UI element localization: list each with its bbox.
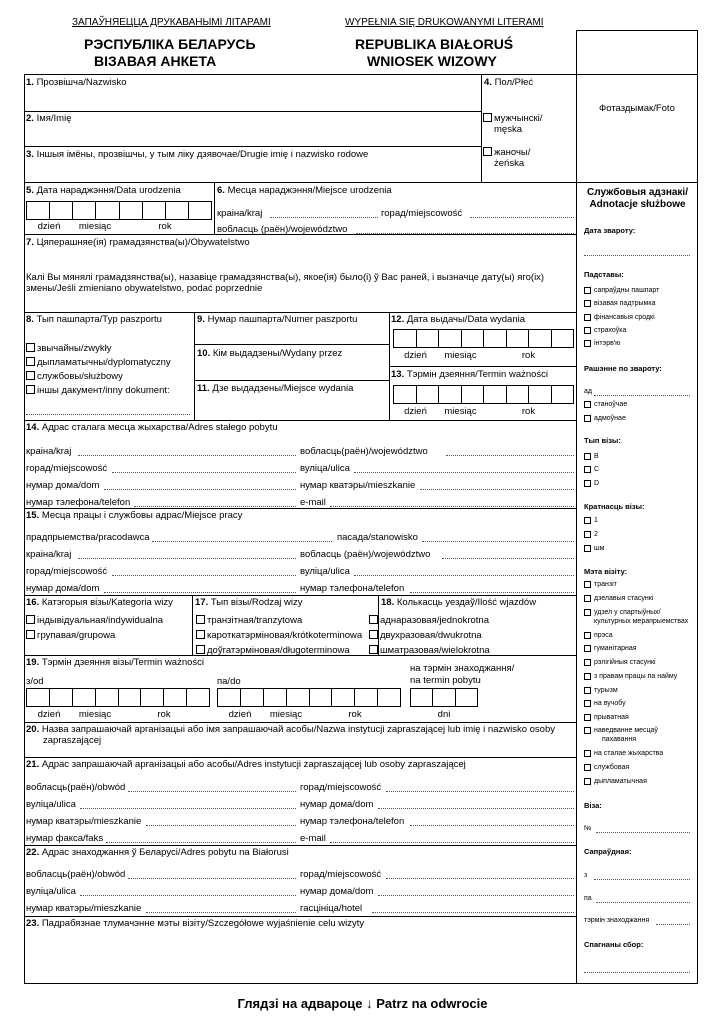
- side-grounds: Падставы:: [584, 270, 624, 279]
- field-18-label: 18. Колькасць уездаў/Ilość wjazdów: [381, 597, 537, 608]
- stay-label-1: на тэрмін знаходжання/: [410, 663, 515, 674]
- visa-individual-checkbox[interactable]: [26, 615, 35, 624]
- birth-city-label: горад/miejscowość: [381, 208, 463, 219]
- inv-region-label: вобласць(раён)/obwód: [26, 782, 126, 793]
- expiry-date-boxes[interactable]: [393, 385, 574, 404]
- ground-passport-label: сапраўдны пашпарт: [594, 287, 660, 294]
- purpose-press-checkbox[interactable]: [584, 632, 591, 639]
- purpose-humanitarian-checkbox[interactable]: [584, 645, 591, 652]
- field-3-label: 3. Іншыя імёны, прозвішчы, у тым ліку дзявочае/Drugie imię i nazwisko rodowe: [26, 149, 369, 160]
- to-year-label: rok: [348, 709, 362, 720]
- purpose-official-label: службовая: [594, 764, 630, 771]
- field-16-label: 16. Катэгорыя візы/Kategoria wizy: [26, 597, 173, 608]
- ground-interview-label: інтэрв'ю: [594, 340, 621, 347]
- to-day-label: dzień: [228, 709, 252, 720]
- work-city-label: горад/miejscowość: [26, 566, 108, 577]
- purpose-business-label: дзелавыя стасункі: [594, 595, 654, 602]
- visa-long-checkbox[interactable]: [196, 645, 205, 654]
- passport-service-checkbox[interactable]: [26, 371, 35, 380]
- entry-multiple-checkbox[interactable]: [369, 645, 378, 654]
- side-visa-type: Тып візы:: [584, 436, 621, 445]
- work-phone-label: нумар тэлефона/telefon: [300, 583, 405, 594]
- visatype-b-label: В: [594, 453, 599, 460]
- expiry-day-label: dzień: [404, 406, 427, 417]
- field-7-note-2: змены/Jeśli zmieniano obywatelstwo, podać poprzednie: [26, 283, 263, 294]
- purpose-burial-label-1: наведванне месцаў: [594, 727, 658, 734]
- visa-short-checkbox[interactable]: [196, 630, 205, 639]
- issue-day-label: dzień: [404, 350, 427, 361]
- field-7-label: 7. Цяперашняе(ія) грамадзянства(ы)/Obywatelstwo: [26, 237, 250, 248]
- entry-single-label: аднаразовая/jednokrotna: [380, 615, 490, 626]
- field-7-note-1: Калі Вы мянялі грамадзянства(ы), назавіце грамадзянства(ы), якое(ія) было(і) ў Вас раней, і вызначце дату(ы) яго(іх): [26, 272, 545, 283]
- stay-flat-label: нумар кватэры/mieszkanie: [26, 903, 142, 914]
- header-title-pl-1: REPUBLIKA BIAŁORUŚ: [355, 36, 514, 52]
- purpose-study-label: на вучобу: [594, 700, 626, 707]
- stay-region-label: вобласць(раён)/obwód: [26, 869, 126, 880]
- field-8-label: 8. Тып пашпарта/Typ paszportu: [26, 314, 162, 325]
- visa-group-label: групавая/grupowa: [37, 630, 116, 641]
- sex-female-label-1: жаночы/: [494, 147, 531, 158]
- side-visa: Віза:: [584, 801, 602, 810]
- ground-passport-checkbox[interactable]: [584, 287, 591, 294]
- purpose-religious-label: рэлігійныя стасункі: [594, 659, 656, 666]
- stay-duration-label: тэрмін знаходжання: [584, 917, 650, 924]
- purpose-transit-checkbox[interactable]: [584, 581, 591, 588]
- mult-multi-checkbox[interactable]: [584, 545, 591, 552]
- entry-multiple-label: шматразовая/wielokrotna: [380, 645, 490, 656]
- side-title-1: Службовыя адзнакі/: [587, 187, 688, 198]
- ground-funds-label: фінансавыя сродкі: [594, 314, 655, 321]
- passport-other-label: іншы дакумент/inny dokument:: [37, 385, 170, 396]
- birth-region-label: вобласць (раён)/województwo: [217, 224, 348, 235]
- field-12-label: 12. Дата выдачы/Data wydania: [391, 314, 526, 325]
- purpose-religious-checkbox[interactable]: [584, 659, 591, 666]
- purpose-burial-checkbox[interactable]: [584, 727, 591, 734]
- purpose-humanitarian-label: гуманітарная: [594, 645, 637, 652]
- header-hint-pl: WYPEŁNIA SIĘ DRUKOWANYMI LITERAMI: [345, 17, 544, 28]
- expiry-year-label: rok: [521, 406, 536, 417]
- ground-interview-checkbox[interactable]: [584, 340, 591, 347]
- mult-multi-label: шм: [594, 545, 605, 552]
- inv-phone-label: нумар тэлефона/telefon: [300, 816, 405, 827]
- res-region-label: вобласць(раён)/województwo: [300, 446, 428, 457]
- decision-from-label: ад: [584, 388, 592, 395]
- side-title-2: Adnotacje służbowe: [589, 199, 686, 210]
- birth-month-label: miesiąc: [78, 221, 112, 232]
- valid-to-label: па/do: [217, 676, 241, 687]
- mult-2-label: 2: [594, 531, 598, 538]
- field-21-label: 21. Адрас запрашаючай арганізацыі або асобы/Adres instytucji zapraszającej lub osoby zapraszającej: [26, 759, 466, 770]
- from-day-label: dzień: [37, 709, 61, 720]
- side-return-date: Дата звароту:: [584, 226, 636, 235]
- field-13-label: 13. Тэрмін дзеяння/Termin ważności: [391, 369, 549, 380]
- field-20-label: 20. Назва запрашаючай арганізацыі або імя запрашаючай асобы/Nazwa instytucji zapraszającej lub imię i nazwisko osoby: [26, 724, 555, 735]
- ground-insurance-label: страхоўка: [594, 327, 627, 334]
- side-valid: Сапраўдная:: [584, 847, 632, 856]
- field-6-label: 6. Месца нараджэння/Miejsce urodzenia: [217, 185, 392, 196]
- valid-from-boxes[interactable]: [26, 688, 210, 707]
- field-5-label: 5. Дата нараджэння/Data urodzenia: [26, 185, 181, 196]
- purpose-work-label: з правам працы па найму: [594, 673, 678, 680]
- photo-label: Фотаздымак/Foto: [599, 103, 675, 114]
- sex-male-label-2: męska: [494, 124, 522, 135]
- stay-hotel-label: гасцініца/hotel: [300, 903, 363, 914]
- res-country-label: краіна/kraj: [26, 446, 72, 457]
- from-year-label: rok: [157, 709, 171, 720]
- header-title-be-2: ВІЗАВАЯ АНКЕТА: [94, 53, 217, 69]
- issue-date-boxes[interactable]: [393, 329, 574, 348]
- from-month-label: miesiąc: [78, 709, 112, 720]
- stay-house-label: нумар дома/dom: [300, 886, 374, 897]
- purpose-sport-label-1: удзел у спартыўных/: [594, 609, 661, 616]
- header-title-pl-2: WNIOSEK WIZOWY: [367, 53, 497, 69]
- issue-month-label: miesiąc: [444, 350, 477, 361]
- ground-funds-checkbox[interactable]: [584, 314, 591, 321]
- field-11-label: 11. Дзе выдадзены/Miejsce wydania: [197, 383, 354, 394]
- purpose-diplomatic-checkbox[interactable]: [584, 778, 591, 785]
- visatype-d-checkbox[interactable]: [584, 480, 591, 487]
- valid-from-label: з/od: [26, 676, 44, 687]
- purpose-transit-label: транзіт: [594, 581, 617, 588]
- entry-single-checkbox[interactable]: [369, 615, 378, 624]
- passport-other-checkbox[interactable]: [26, 385, 35, 394]
- sex-male-checkbox[interactable]: [483, 113, 492, 122]
- side-decision: Рашэнне по звароту:: [584, 364, 662, 373]
- work-position-label: пасада/stanowisko: [337, 532, 418, 543]
- decision-positive-label: станоўчае: [594, 401, 628, 408]
- res-email-label: e-mail: [300, 497, 326, 508]
- visatype-d-label: D: [594, 480, 600, 487]
- field-2-label: 2. Імя/Imię: [26, 113, 72, 124]
- passport-diplomatic-checkbox[interactable]: [26, 357, 35, 366]
- decision-positive-checkbox[interactable]: [584, 401, 591, 408]
- work-region-label: вобласць (раён)/województwo: [300, 549, 431, 560]
- sex-female-label-2: żeńska: [494, 158, 525, 169]
- birth-country-label: краіна/kraj: [217, 208, 263, 219]
- visatype-b-checkbox[interactable]: [584, 453, 591, 460]
- field-19-label: 19. Тэрмін дзеяння візы/Termin ważności: [26, 657, 205, 668]
- res-phone-label: нумар тэлефона/telefon: [26, 497, 131, 508]
- valid-to-boxes[interactable]: [217, 688, 401, 707]
- field-10-label: 10. Кім выдадзены/Wydany przez: [197, 348, 343, 359]
- res-house-label: нумар дома/dom: [26, 480, 100, 491]
- stay-days-boxes[interactable]: [410, 688, 478, 707]
- purpose-study-checkbox[interactable]: [584, 700, 591, 707]
- res-city-label: горад/miejscowość: [26, 463, 108, 474]
- valid-pa-label: па: [584, 895, 592, 902]
- footer-turn-over: Глядзі на адвароце ↓ Patrz na odwrocie: [237, 996, 488, 1011]
- visa-number-label: №: [584, 825, 592, 832]
- inv-house-label: нумар дома/dom: [300, 799, 374, 810]
- visa-transit-label: транзітная/tranzytowa: [207, 615, 303, 626]
- birth-year-label: rok: [158, 221, 172, 232]
- purpose-official-checkbox[interactable]: [584, 764, 591, 771]
- side-purpose: Мэта візіту:: [584, 567, 628, 576]
- decision-negative-label: адмоўнае: [594, 415, 626, 422]
- purpose-tourism-checkbox[interactable]: [584, 687, 591, 694]
- purpose-burial-label-2: пахавання: [602, 736, 637, 743]
- birth-day-label: dzień: [37, 221, 61, 232]
- field-17-label: 17. Тып візы/Rodzaj wizy: [195, 597, 303, 608]
- valid-z-label: з: [584, 872, 588, 879]
- inv-flat-label: нумар кватэры/mieszkanie: [26, 816, 142, 827]
- purpose-sport-label-2: культурных мерапрыемствах: [594, 618, 689, 625]
- stay-days-label: dni: [437, 709, 451, 720]
- field-14-label: 14. Адрас сталага месца жыхарства/Adres stałego pobytu: [26, 422, 278, 433]
- entry-double-checkbox[interactable]: [369, 630, 378, 639]
- passport-diplomatic-label: дыпламатычны/dyplomatyczny: [37, 357, 171, 368]
- ground-support-label: візавая падтрымка: [594, 300, 656, 307]
- visa-short-label: кароткатэрміновая/krótkoterminowa: [207, 630, 363, 641]
- visatype-c-checkbox[interactable]: [584, 466, 591, 473]
- work-street-label: вуліца/ulica: [300, 566, 350, 577]
- stay-street-label: вуліца/ulica: [26, 886, 76, 897]
- birth-date-boxes[interactable]: [26, 201, 212, 220]
- passport-service-label: службовы/służbowy: [37, 371, 123, 382]
- inv-fax-label: нумар факса/faks: [26, 833, 104, 844]
- work-house-label: нумар дома/dom: [26, 583, 100, 594]
- inv-city-label: горад/miejscowość: [300, 782, 382, 793]
- visa-individual-label: індывідуальная/indywidualna: [37, 615, 164, 626]
- purpose-diplomatic-label: дыпламатычная: [594, 778, 647, 785]
- entry-double-label: двухразовая/dwukrotna: [380, 630, 482, 641]
- field-1-label: 1. Прозвішча/Nazwisko: [26, 77, 127, 88]
- purpose-private-checkbox[interactable]: [584, 714, 591, 721]
- expiry-month-label: miesiąc: [444, 406, 477, 417]
- ground-support-checkbox[interactable]: [584, 300, 591, 307]
- visa-long-label: доўгатэрміновая/długoterminowa: [207, 645, 350, 656]
- purpose-tourism-label: турызм: [594, 687, 618, 694]
- passport-ordinary-checkbox[interactable]: [26, 343, 35, 352]
- field-22-label: 22. Адрас знаходжання ў Беларусі/Adres pobytu na Białorusi: [26, 847, 289, 858]
- mult-2-checkbox[interactable]: [584, 531, 591, 538]
- issue-year-label: rok: [521, 350, 536, 361]
- field-15-label: 15. Месца працы і службовы адрас/Miejsce pracy: [26, 510, 243, 521]
- work-employer-label: прадпрыемства/pracodawca: [26, 532, 150, 543]
- ground-insurance-checkbox[interactable]: [584, 327, 591, 334]
- field-9-label: 9. Нумар пашпарта/Numer paszportu: [197, 314, 358, 325]
- purpose-private-label: прыватная: [594, 714, 629, 721]
- decision-negative-checkbox[interactable]: [584, 415, 591, 422]
- res-flat-label: нумар кватэры/mieszkanie: [300, 480, 416, 491]
- stay-label-2: na termin pobytu: [410, 675, 481, 686]
- visatype-c-label: С: [594, 466, 600, 473]
- res-street-label: вуліца/ulica: [300, 463, 350, 474]
- mult-1-label: 1: [594, 517, 598, 524]
- field-23-label: 23. Падрабязнае тлумачэнне мэты візіту/Szczegółowe wyjaśnienie celu wizyty: [26, 918, 365, 929]
- side-multiplicity: Кратнасць візы:: [584, 502, 645, 511]
- sex-female-checkbox[interactable]: [483, 147, 492, 156]
- stay-city-label: горад/miejscowość: [300, 869, 382, 880]
- visa-transit-checkbox[interactable]: [196, 615, 205, 624]
- field-20-label-2: zapraszającej: [43, 735, 102, 746]
- purpose-business-checkbox[interactable]: [584, 595, 591, 602]
- to-month-label: miesiąc: [269, 709, 303, 720]
- purpose-residence-label: на сталае жыхарства: [594, 750, 664, 757]
- purpose-work-checkbox[interactable]: [584, 673, 591, 680]
- work-country-label: краіна/kraj: [26, 549, 72, 560]
- purpose-press-label: прэса: [594, 632, 613, 639]
- sex-male-label-1: мужчынскі/: [494, 113, 543, 124]
- mult-1-checkbox[interactable]: [584, 517, 591, 524]
- side-fee: Спагнаны сбор:: [584, 940, 644, 949]
- header-hint-be: ЗАПАЎНЯЕЦЦА ДРУКАВАНЫМІ ЛІТАРАМІ: [72, 17, 271, 28]
- inv-street-label: вуліца/ulica: [26, 799, 76, 810]
- passport-ordinary-label: звычайны/zwykły: [37, 343, 112, 354]
- inv-email-label: e-mail: [300, 833, 326, 844]
- visa-group-checkbox[interactable]: [26, 630, 35, 639]
- purpose-residence-checkbox[interactable]: [584, 750, 591, 757]
- field-4-label: 4. Пол/Płeć: [484, 77, 534, 88]
- purpose-sport-checkbox[interactable]: [584, 609, 591, 616]
- header-title-be-1: РЭСПУБЛІКА БЕЛАРУСЬ: [84, 36, 256, 52]
